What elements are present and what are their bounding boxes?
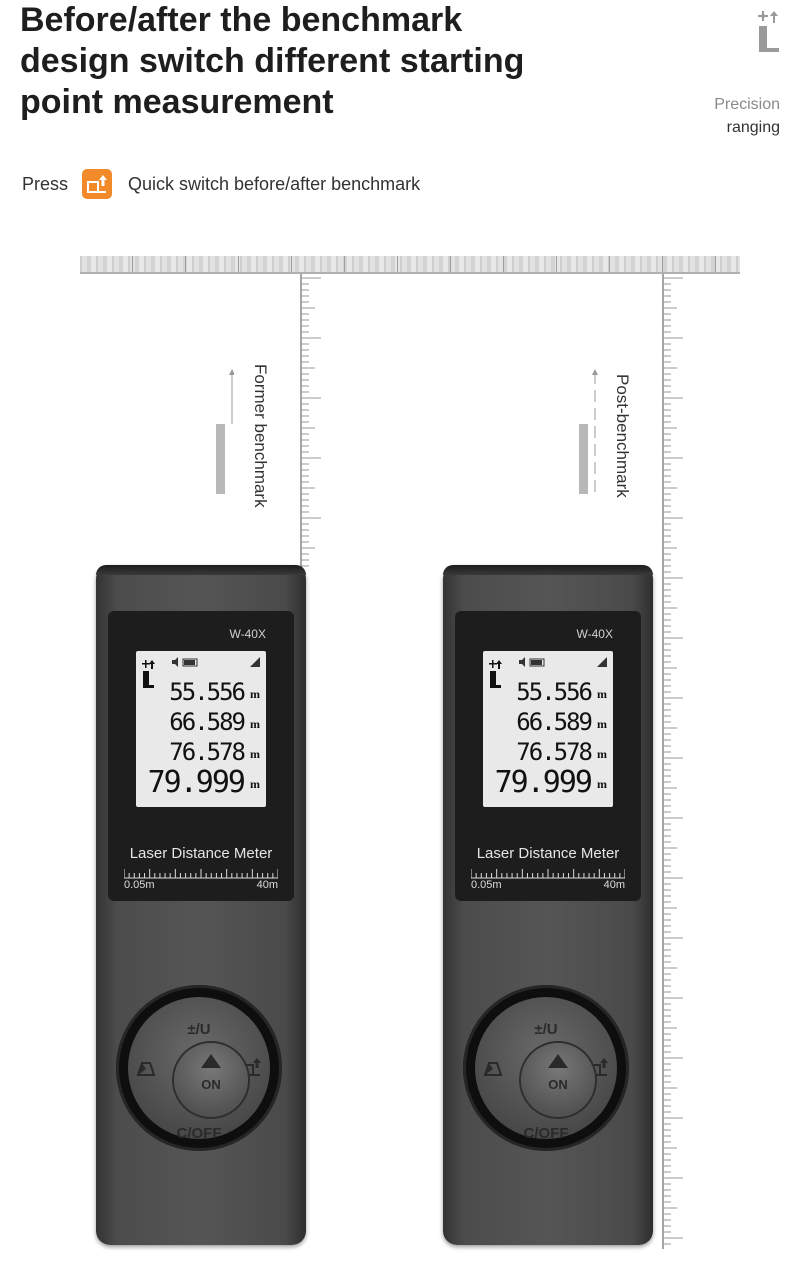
reading-1: 55.556 m xyxy=(516,678,607,706)
ruler-left xyxy=(300,274,324,569)
area-mode-icon[interactable] xyxy=(483,1059,503,1077)
dial-ring xyxy=(475,997,617,1142)
product-label: Laser Distance Meter xyxy=(129,845,273,862)
measure-button[interactable] xyxy=(174,1043,248,1117)
area-mode-icon[interactable] xyxy=(136,1059,156,1077)
plus-minus-unit-button[interactable]: ±/U xyxy=(187,1021,211,1038)
display-panel xyxy=(455,611,641,901)
display-panel xyxy=(108,611,294,901)
ceiling-surface xyxy=(80,256,740,274)
reading-3: 76.578 m xyxy=(516,738,607,766)
signal-icon xyxy=(250,657,260,667)
precision-ranging-caption xyxy=(714,93,780,139)
laser-distance-meter xyxy=(443,565,653,1245)
triangle-up-icon xyxy=(200,1053,222,1069)
model-name: W-40X xyxy=(576,627,613,641)
former-benchmark-indicator xyxy=(214,368,234,508)
title-line: Before/after the benchmark xyxy=(20,1,463,39)
former-benchmark-label: Former benchmark xyxy=(251,364,270,508)
control-dial xyxy=(116,985,282,1151)
control-dial xyxy=(463,985,629,1151)
laser-distance-meter xyxy=(96,565,306,1245)
plus-minus-unit-button[interactable]: ±/U xyxy=(534,1021,558,1038)
reading-1: 55.556 m xyxy=(169,678,260,706)
range-scale xyxy=(471,867,625,879)
ranging-label: ranging xyxy=(726,119,780,136)
scale-max-label: 40m xyxy=(256,879,278,891)
benchmark-switch-button[interactable] xyxy=(82,169,112,199)
status-bar xyxy=(489,655,607,669)
clear-off-button[interactable]: C/OFF xyxy=(176,1125,222,1142)
scale-min-label: 0.05m xyxy=(124,879,155,891)
scale-max-label: 40m xyxy=(603,879,625,891)
benchmark-switch-icon xyxy=(86,174,108,194)
speaker-icon xyxy=(519,657,525,667)
clear-off-button[interactable]: C/OFF xyxy=(523,1125,569,1142)
on-label: ON xyxy=(201,1077,221,1092)
benchmark-mode-icon xyxy=(756,10,782,54)
triangle-up-icon xyxy=(547,1053,569,1069)
dial-ring xyxy=(128,997,270,1142)
signal-icon xyxy=(597,657,607,667)
range-scale xyxy=(124,867,278,879)
press-label: Press xyxy=(22,173,69,194)
post-benchmark-label: Post-benchmark xyxy=(613,374,632,498)
title-line: design switch different starting xyxy=(20,42,525,80)
measure-button[interactable] xyxy=(521,1043,595,1117)
instruction-row xyxy=(22,168,420,200)
reading-3: 76.578 m xyxy=(169,738,260,766)
product-label: Laser Distance Meter xyxy=(476,845,620,862)
lcd-screen xyxy=(483,651,613,807)
reading-main: 79.999 m xyxy=(147,765,260,800)
reading-main: 79.999 m xyxy=(494,765,607,800)
speaker-icon xyxy=(172,657,178,667)
on-label: ON xyxy=(548,1077,568,1092)
reading-2: 66.589 m xyxy=(169,708,260,736)
ruler-right xyxy=(662,274,686,1249)
instruction-description: Quick switch before/after benchmark xyxy=(128,173,421,194)
reading-2: 66.589 m xyxy=(516,708,607,736)
model-name: W-40X xyxy=(229,627,266,641)
post-benchmark-indicator xyxy=(578,368,598,508)
lcd-screen xyxy=(136,651,266,807)
precision-label: Precision xyxy=(714,96,780,113)
scale-min-label: 0.05m xyxy=(471,879,502,891)
status-bar xyxy=(142,655,260,669)
page-title xyxy=(20,0,620,123)
title-line: point measurement xyxy=(20,83,334,121)
